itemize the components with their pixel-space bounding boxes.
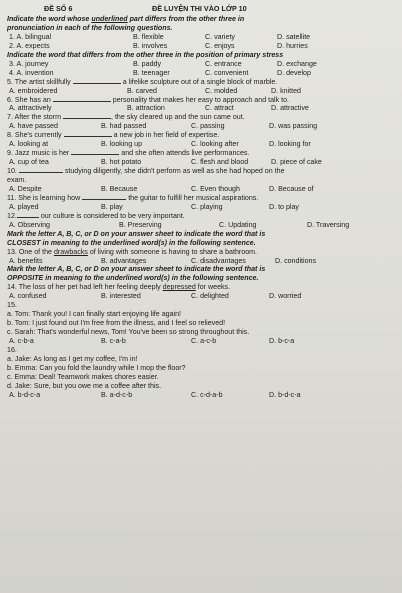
q9-option-b: B. hot potato [101, 158, 142, 167]
q8-option-b: B. looking up [101, 140, 143, 149]
q8-option-d: D. looking for [269, 140, 311, 149]
answer-blank [71, 154, 119, 155]
q2-option-d: D. hurries [277, 41, 308, 50]
q11-option-c: C. playing [191, 202, 223, 211]
q15-option-b: B. c-a-b [101, 337, 126, 346]
answer-blank [53, 101, 111, 102]
q15-line-b: b. Tom: I just found out I'm free from the illness, and I feel so relieved! [7, 319, 226, 328]
q4-option-d: D. develop [277, 68, 311, 77]
question-5-options [7, 87, 392, 96]
q14-option-b: B. interested [101, 292, 141, 301]
instruction-opposite-line2: OPPOSITE in meaning to the underlined word(s) in the following sentence. [7, 274, 259, 283]
q3-option-b: B. paddy [133, 59, 162, 68]
q6-option-b: B. attraction [127, 104, 165, 113]
q11-option-d: D. to play [269, 202, 299, 211]
q15-option-a: A. c-b-a [9, 337, 34, 346]
q1-option-a: 1. A. bilingual [9, 32, 52, 41]
question-10-stem: 10. studying diligently, she didn't perform as well as she had hoped on the [7, 167, 285, 176]
q16-line-c: c. Emma: Deal! Teamwork makes chores easier. [7, 372, 159, 381]
q15-option-d: D. b-c-a [269, 337, 295, 346]
question-5-stem: 5. The artist skillfully a lifelike sculpture out of a single block of marble. [7, 77, 278, 86]
question-16-options [7, 391, 392, 400]
q3-option-d: D. exchange [277, 59, 317, 68]
q1-option-d: D. satellite [277, 32, 311, 41]
q3-option-c: C. entrance [205, 59, 242, 68]
q14-option-a: A. confused [9, 292, 47, 301]
underlined-word: depressed [162, 283, 196, 292]
exam-title: ĐỀ LUYỆN THI VÀO LỚP 10 [152, 4, 247, 13]
instruction-closest: Mark the letter A, B, C, or D on your answer sheet to indicate the word that is [7, 229, 266, 238]
q16-line-a: a. Jake: As long as I get my coffee, I'm in! [7, 354, 138, 363]
question-15-number: 15. [7, 301, 17, 310]
exam-code: ĐỀ SỐ 6 [44, 4, 73, 13]
question-11-stem: 11. She is learning how the guitar to fulfill her musical aspirations. [7, 193, 259, 202]
q6-option-d: D. attractive [271, 104, 309, 113]
answer-blank [63, 118, 111, 119]
q5-option-b: B. carved [127, 86, 157, 95]
q14-option-d: D. worried [269, 292, 302, 301]
answer-blank [73, 83, 121, 84]
q13-option-a: A. benefits [9, 256, 43, 265]
question-6-stem: 6. She has an personality that makes her easy to approach and talk to. [7, 95, 290, 104]
q15-line-c: c. Sarah: That's wonderful news, Tom! You've been so strong throughout this. [7, 328, 250, 337]
question-12-options [7, 221, 392, 230]
q16-line-b: b. Emma: Can you fold the laundry while I mop the floor? [7, 363, 186, 372]
q14-option-c: C. delighted [191, 292, 229, 301]
q5-option-c: C. molded [205, 86, 238, 95]
question-9-options [7, 158, 392, 167]
q16-option-d: D. b-d-c-a [269, 390, 301, 399]
q12-option-d: D. Traversing [307, 220, 350, 229]
q13-option-c: C. disadvantages [191, 256, 246, 265]
q13-option-d: D. conditions [275, 256, 317, 265]
q5-option-d: D. knitted [271, 86, 301, 95]
q13-option-b: B. advantages [101, 256, 147, 265]
q15-option-c: C. a-c-b [191, 337, 217, 346]
q7-option-c: C. passing [191, 122, 225, 131]
q6-option-a: A. attractively [9, 104, 52, 113]
q11-option-a: A. played [9, 202, 39, 211]
q4-option-a: 4. A. invention [9, 68, 54, 77]
q2-option-b: B. involves [133, 41, 168, 50]
q15-line-a: a. Tom: Thank you! I can finally start enjoying life again! [7, 310, 182, 319]
q9-option-c: C. flesh and blood [191, 158, 249, 167]
q8-option-c: C. looking after [191, 140, 239, 149]
question-15-options [7, 337, 392, 346]
q11-option-b: B. play [101, 202, 123, 211]
answer-blank [19, 172, 63, 173]
q10-option-a: A. Despite [9, 184, 42, 193]
q3-option-a: 3. A. journey [9, 59, 49, 68]
q10-option-d: D. Because of [269, 184, 314, 193]
question-6-options [7, 104, 392, 113]
answer-blank [17, 217, 39, 218]
q4-option-c: C. convenient [205, 68, 249, 77]
instruction-closest-line2: CLOSEST in meaning to the underlined word(s) in the following sentence. [7, 238, 256, 247]
q6-option-c: C. attract [205, 104, 234, 113]
q16-option-c: C. c-d-a-b [191, 390, 223, 399]
instruction-pronunciation-line2: pronunciation in each of the following questions. [7, 23, 173, 32]
q2-option-a: 2. A. expects [9, 41, 50, 50]
q9-option-a: A. cup of tea [9, 158, 49, 167]
question-3-options [7, 60, 392, 69]
q10-option-c: C. Even though [191, 184, 240, 193]
q16-option-a: A. b-d-c-a [9, 390, 41, 399]
question-14-stem: 14. The loss of her pet had left her feeling deeply depressed for weeks. [7, 283, 231, 292]
q8-option-a: A. looking at [9, 140, 49, 149]
q7-option-d: D. was passing [269, 122, 318, 131]
instruction-stress: Indicate the word that differs from the other three in the position of primary stress [7, 50, 284, 59]
underlined-word: drawbacks [53, 247, 88, 256]
question-13-stem: 13. One of the drawbacks of living with someone is having to share a bathroom. [7, 247, 258, 256]
exam-header [7, 4, 392, 15]
question-13-options [7, 257, 392, 266]
instruction-pronunciation: Indicate the word whose underlined part differs from the other three in [7, 15, 245, 23]
answer-blank [82, 199, 126, 200]
question-14-options [7, 292, 392, 301]
question-1-options [7, 33, 392, 42]
question-4-options [7, 69, 392, 78]
q12-option-c: C. Updating [219, 220, 257, 229]
q10-option-b: B. Because [101, 184, 138, 193]
question-8-options [7, 140, 392, 149]
q9-option-d: D. piece of cake [271, 158, 322, 167]
q16-option-b: B. a-d-c-b [101, 390, 133, 399]
question-12-stem: 12. our culture is considered to be very important. [7, 211, 185, 220]
question-10-stem-cont: exam. [7, 176, 27, 185]
question-2-options [7, 42, 392, 51]
question-8-stem: 8. She's currently a new job in her field of expertise. [7, 131, 220, 140]
q12-option-a: A. Observing [9, 220, 51, 229]
question-11-options [7, 203, 392, 212]
q12-option-b: B. Preserving [119, 220, 162, 229]
question-10-options [7, 185, 392, 194]
q4-option-b: B. teenager [133, 68, 170, 77]
q2-option-c: C. enjoys [205, 41, 235, 50]
q1-option-c: C. variety [205, 32, 235, 41]
q1-option-b: B. flexible [133, 32, 164, 41]
question-7-options [7, 122, 392, 131]
question-9-stem: 9. Jazz music is her and she often attends live performances. [7, 149, 250, 158]
answer-blank [64, 136, 112, 137]
q7-option-a: A. have passed [9, 122, 58, 131]
question-7-stem: 7. After the storm , the sky cleared up and the sun came out. [7, 113, 245, 122]
question-16-number: 16. [7, 346, 17, 355]
instruction-opposite: Mark the letter A, B, C, or D on your answer sheet to indicate the word that is [7, 265, 266, 274]
q5-option-a: A. embroidered [9, 86, 58, 95]
q16-line-d: d. Jake: Sure, but you owe me a coffee after this. [7, 381, 162, 390]
q7-option-b: B. had passed [101, 122, 147, 131]
